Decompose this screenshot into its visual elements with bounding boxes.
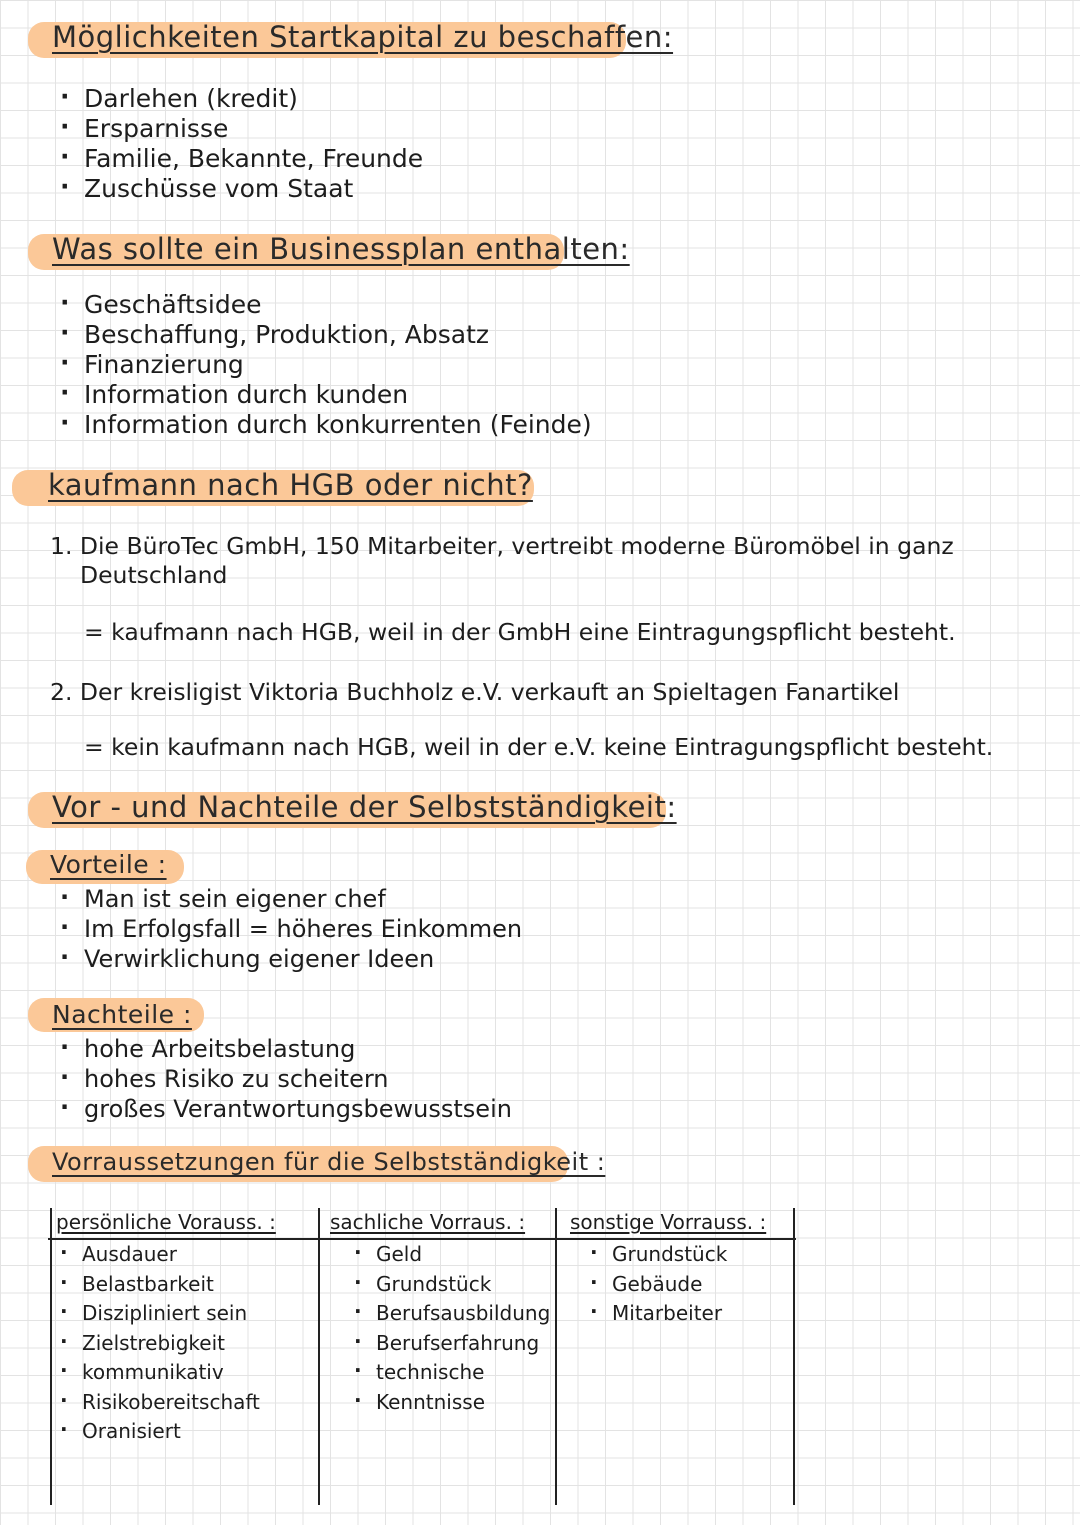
list-item: · Beschaffung, Produktion, Absatz bbox=[56, 320, 592, 350]
case-1-text-cont: Deutschland bbox=[80, 561, 228, 589]
section-heading-vor-nachteile: Vor - und Nachteile der Selbstständigkeit: bbox=[52, 790, 677, 824]
section-heading-startkapital: Möglichkeiten Startkapital zu beschaffen: bbox=[52, 20, 674, 54]
section-heading-businessplan: Was sollte ein Businessplan enthalten: bbox=[52, 232, 630, 266]
table-list bbox=[56, 1240, 260, 1447]
table-cell: · Kenntnisse bbox=[350, 1388, 550, 1418]
table-list bbox=[350, 1240, 550, 1417]
list-startkapital bbox=[56, 84, 423, 204]
table-header: sachliche Vorraus. : bbox=[330, 1210, 526, 1234]
table-cell: · Berufsausbildung bbox=[350, 1299, 550, 1329]
subheading-vorteile: Vorteile : bbox=[50, 850, 167, 879]
table-cell: · kommunikativ bbox=[56, 1358, 260, 1388]
table-cell: · Ausdauer bbox=[56, 1240, 260, 1270]
subheading-nachteile: Nachteile : bbox=[52, 1000, 192, 1029]
list-item: · hohe Arbeitsbelastung bbox=[56, 1034, 512, 1064]
case-1-answer: = kaufmann nach HGB, weil in der GmbH eine Eintragungspflicht besteht. bbox=[84, 618, 956, 646]
list-item: · Man ist sein eigener chef bbox=[56, 884, 522, 914]
table-cell: · Mitarbeiter bbox=[586, 1299, 727, 1329]
table-list bbox=[586, 1240, 727, 1329]
list-item: · hohes Risiko zu scheitern bbox=[56, 1064, 512, 1094]
list-vorteile bbox=[56, 884, 522, 974]
case-1-text: 1. Die BüroTec GmbH, 150 Mitarbeiter, vertreibt moderne Büromöbel in ganz bbox=[50, 532, 954, 560]
list-item: · Finanzierung bbox=[56, 350, 592, 380]
table-cell: · Grundstück bbox=[586, 1240, 727, 1270]
list-item: · Verwirklichung eigener Ideen bbox=[56, 944, 522, 974]
table-divider bbox=[555, 1208, 557, 1505]
case-2-text: 2. Der kreisligist Viktoria Buchholz e.V. verkauft an Spieltagen Fanartikel bbox=[50, 678, 900, 706]
table-cell: · Gebäude bbox=[586, 1270, 727, 1300]
table-divider bbox=[793, 1208, 795, 1505]
table-cell: · Diszipliniert sein bbox=[56, 1299, 260, 1329]
list-item: · großes Verantwortungsbewusstsein bbox=[56, 1094, 512, 1124]
list-businessplan bbox=[56, 290, 592, 440]
table-header: persönliche Vorauss. : bbox=[56, 1210, 276, 1234]
list-item: · Information durch kunden bbox=[56, 380, 592, 410]
list-item: · Information durch konkurrenten (Feinde) bbox=[56, 410, 592, 440]
section-heading-voraussetzungen: Vorraussetzungen für die Selbstständigkeit : bbox=[52, 1148, 606, 1176]
table-divider bbox=[50, 1208, 52, 1505]
table-cell: · Zielstrebigkeit bbox=[56, 1329, 260, 1359]
table-header: sonstige Vorrauss. : bbox=[570, 1210, 767, 1234]
case-2-answer: = kein kaufmann nach HGB, weil in der e.V. keine Eintragungspflicht besteht. bbox=[84, 733, 994, 761]
table-cell: · Oranisiert bbox=[56, 1417, 260, 1447]
table-cell: · Risikobereitschaft bbox=[56, 1388, 260, 1418]
list-item: · Geschäftsidee bbox=[56, 290, 592, 320]
list-item: · Familie, Bekannte, Freunde bbox=[56, 144, 423, 174]
list-nachteile bbox=[56, 1034, 512, 1124]
table-divider bbox=[318, 1208, 320, 1505]
list-item: · Im Erfolgsfall = höheres Einkommen bbox=[56, 914, 522, 944]
section-heading-kaufmann: kaufmann nach HGB oder nicht? bbox=[48, 468, 533, 502]
table-cell: · Belastbarkeit bbox=[56, 1270, 260, 1300]
list-item: · Ersparnisse bbox=[56, 114, 423, 144]
table-cell: · Geld bbox=[350, 1240, 550, 1270]
table-cell: · technische bbox=[350, 1358, 550, 1388]
list-item: · Zuschüsse vom Staat bbox=[56, 174, 423, 204]
table-cell: · Berufserfahrung bbox=[350, 1329, 550, 1359]
list-item: · Darlehen (kredit) bbox=[56, 84, 423, 114]
table-cell: · Grundstück bbox=[350, 1270, 550, 1300]
